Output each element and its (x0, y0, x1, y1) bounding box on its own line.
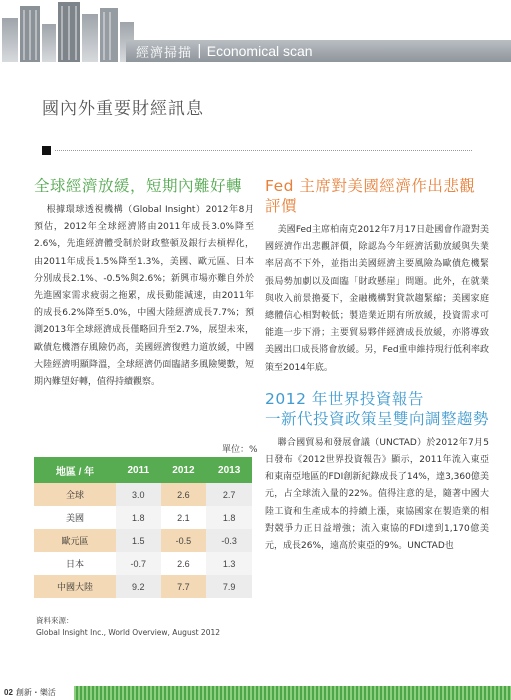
table-value-cell: 2.1 (161, 506, 207, 529)
table-value-cell: -0.3 (206, 529, 252, 552)
page-footer (0, 682, 511, 700)
article1-headline: 全球經濟放緩，短期內難好轉 (34, 177, 243, 195)
table-row (34, 506, 252, 529)
table-value-cell: 7.7 (161, 575, 207, 598)
table-value-cell: 2.6 (161, 483, 207, 506)
table-row (34, 483, 252, 506)
article3-body: 聯合國貿易和發展會議（UNCTAD）於2012年7月5日發布《2012世界投資報告》顯示，2011年流入東亞和東南亞地區的FDI創新紀錄成長了14%，達3,360億美元，占全球流入量的22%。值得注意的是，隨著中國大陸工資和生產成本的持續上漲，東協國家在製造業的相對競爭力正日益增強；流入東協的FDI達到1,170億美元，成長26%，遠高於東亞的9%。UNCTAD也 (265, 437, 489, 552)
section-divider (42, 146, 472, 156)
source-label: 資料來源： (36, 616, 74, 625)
page-number: 02 (4, 688, 13, 697)
table-header-year: 2011 (116, 457, 161, 483)
section-title: 國內外重要財經訊息 (42, 99, 204, 119)
table-value-cell: 2.6 (161, 552, 207, 575)
article2-headline: Fed 主席對美國經濟作出悲觀評價 (265, 177, 476, 215)
table-region-cell: 日本 (34, 552, 116, 575)
table-value-cell: -0.5 (161, 529, 207, 552)
dotted-rule (55, 150, 472, 151)
header-banner (0, 0, 511, 62)
table-region-cell: 美國 (34, 506, 116, 529)
header-separator: | (197, 43, 202, 59)
right-column (265, 176, 489, 555)
article3-headline-line1: 2012 年世界投資報告 (265, 389, 424, 408)
table-unit: 單位：% (222, 445, 258, 455)
article3-headline-line2: 一新代投資政策呈雙向調整趨勢 (265, 409, 490, 428)
header-title-en: Economical scan (206, 43, 313, 59)
footer-label (0, 686, 74, 700)
source-text: Global Insight Inc., World Overview, August 2012 (36, 628, 221, 637)
table-value-cell: 1.3 (206, 552, 252, 575)
square-bullet-icon (42, 146, 51, 155)
table-row (34, 575, 252, 598)
table-value-cell: 3.0 (116, 483, 161, 506)
table-row (34, 552, 252, 575)
footer-stripe-bar (0, 686, 511, 700)
table-value-cell: 2.7 (206, 483, 252, 506)
table-region-cell: 全球 (34, 483, 116, 506)
table-value-cell: 9.2 (116, 575, 161, 598)
table-source (36, 615, 220, 639)
table-value-cell: -0.7 (116, 552, 161, 575)
table-row (34, 529, 252, 552)
table-value-cell: 1.5 (116, 529, 161, 552)
header-title-zh: 經濟掃描 (136, 45, 193, 61)
table-header-region: 地區 / 年 (34, 457, 116, 483)
left-column (34, 176, 254, 391)
table-value-cell: 1.8 (116, 506, 161, 529)
table-header-row (34, 457, 252, 483)
article1-body: 根據環球透視機構（Global Insight）2012年8月預估，2012年全球經濟將由2011年成長3.0%降至2.6%，先進經濟體受制於財政整頓及銀行去槓桿化，由2011年成長1.5%降至1.3%，美國、歐元區、日本分別成長2.1%、-0.5%與2.6%；新興市場亦難自外於先進國家需求疲弱之拖累，成長動能減速，由2011年的成長6.2%降至5.0%，中國大陸經濟成長7.7%；預測2013年全球經濟成長僅略回升至2.7%，展望未來，歐債危機潛存風險仍高，美國經濟復甦力道放緩，中國大陸經濟明顯降溫，全球經濟仍面臨諸多風險變數，短期內難望好轉，值得持續觀察。 (34, 205, 254, 388)
table-header-year: 2012 (161, 457, 207, 483)
table-region-cell: 中國大陸 (34, 575, 116, 598)
footer-publication: 創新・樂活 (15, 688, 56, 697)
growth-table (34, 457, 252, 598)
table-header-year: 2013 (206, 457, 252, 483)
article2-body: 美國Fed主席柏南克2012年7月17日赴國會作證對美國經濟作出悲觀評價，除認為今年經濟活動放緩與失業率居高不下外，並指出美國經濟主要風險為歐債危機緊張局勢加劇以及面臨「財政懸崖」問題。此外，在就業與收入前景擔憂下，金融機構對貸款趨緊縮；美國家庭總體信心相對較低；製造業近期有所放緩，投資需求可能進一步下滑；主要貿易夥伴經濟成長放緩，亦將導致美國出口成長將會放緩。另，Fed重申維持現行低利率政策至2014年底。 (265, 225, 489, 373)
table-value-cell: 7.9 (206, 575, 252, 598)
table-region-cell: 歐元區 (34, 529, 116, 552)
banner-title-bar (126, 40, 511, 62)
table-value-cell: 1.8 (206, 506, 252, 529)
